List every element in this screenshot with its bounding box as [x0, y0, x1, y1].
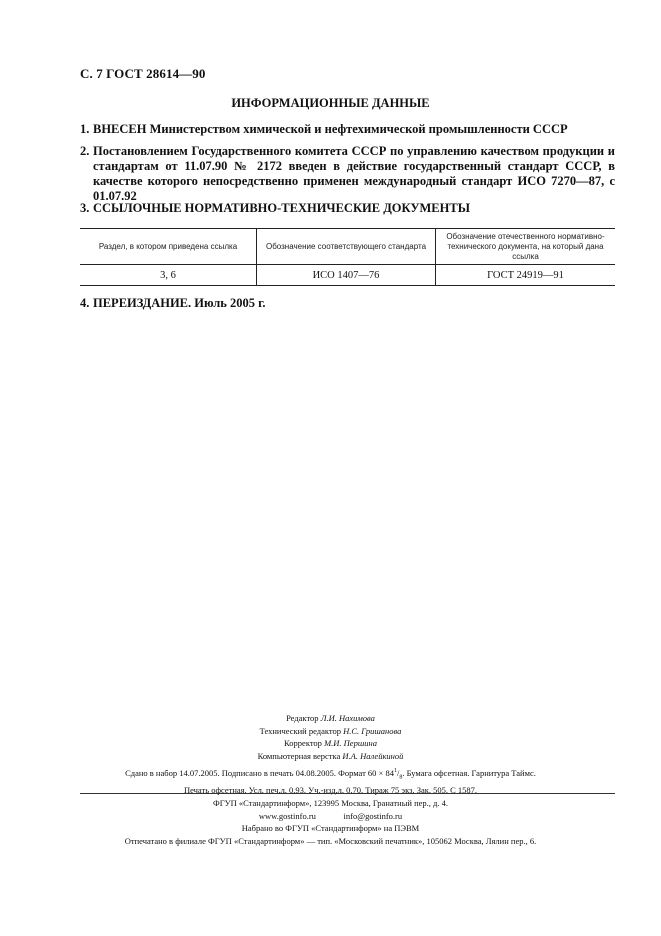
table-header-cell: Обозначение соответствующего стандарта	[257, 229, 436, 264]
table-row	[80, 265, 615, 285]
publisher-contacts	[0, 810, 661, 823]
typesetting-note: Набрано во ФГУП «Стандартинформ» на ПЭВМ	[241, 823, 420, 833]
editor-line	[0, 750, 661, 763]
item-number: 1.	[80, 122, 90, 136]
info-item-1	[80, 122, 615, 137]
item-text: ССЫЛОЧНЫЕ НОРМАТИВНО-ТЕХНИЧЕСКИЕ ДОКУМЕНТЫ	[93, 201, 470, 215]
email-link[interactable]: info@gostinfo.ru	[343, 810, 403, 821]
divider	[80, 793, 615, 794]
publisher-address: ФГУП «Стандартинформ», 123995 Москва, Гранатный пер., д. 4.	[213, 798, 448, 808]
item-text: Постановлением Государственного комитета СССР по управлению качеством продукции и стандартам от 11.07.90 № 2172 введен в действие государственный стандарт СССР, в качестве которого непосредственно применен международный стандарт ИСО 7270—87, с 01.07.92	[93, 144, 615, 203]
editor-name: М.И. Першина	[324, 738, 377, 748]
editor-name: Л.И. Нахимова	[320, 713, 375, 723]
printing-note: Отпечатано в филиале ФГУП «Стандартинформ» — тип. «Московский печатник», 105062 Москва, Лялин пер., 6.	[124, 835, 537, 846]
table-cell: 3, 6	[80, 265, 257, 285]
print-info-line-2: Печать офсетная. Усл. печ.л. 0,93. Уч.-изд.л. 0,70. Тираж 75 экз. Зак. 505. С 1587.	[183, 785, 478, 796]
item-number: 4.	[80, 296, 90, 310]
item-number: 2.	[80, 144, 90, 158]
table-header-row	[80, 229, 615, 265]
section-title: ИНФОРМАЦИОННЫЕ ДАННЫЕ	[231, 96, 430, 110]
table-cell: ГОСТ 24919—91	[487, 269, 564, 281]
editor-line	[0, 712, 661, 725]
editors-block	[0, 712, 661, 762]
editor-name: Н.С. Гришанова	[343, 725, 402, 736]
page-header: С. 7 ГОСТ 28614—90	[80, 66, 206, 81]
reference-table	[80, 228, 615, 286]
editor-role: Редактор	[286, 713, 319, 723]
editor-line	[0, 737, 661, 750]
table-header-cell: Раздел, в котором приведена ссылка	[80, 229, 257, 264]
website-link[interactable]: www.gostinfo.ru	[258, 810, 316, 821]
info-item-2	[80, 144, 615, 204]
table-cell: ИСО 1407—76	[257, 265, 436, 285]
print-info-line-1: Сдано в набор 14.07.2005. Подписано в печать 04.08.2005. Формат $60 \times 84^1/_8$. Бумага офсетная. Гарнитура Таймс.	[125, 768, 536, 781]
editor-line	[0, 725, 661, 738]
editor-name: И.А. Налейкиной	[342, 750, 404, 761]
publisher-block	[0, 797, 661, 847]
item-text: ПЕРЕИЗДАНИЕ. Июль 2005 г.	[93, 296, 266, 310]
editor-role: Технический редактор	[259, 725, 341, 736]
table-header-cell: Обозначение отечественного нормативно-технического документа, на который дана ссылка	[446, 231, 605, 261]
item-number: 3.	[80, 201, 90, 215]
info-item-3	[80, 201, 615, 216]
item-text: ВНЕСЕН Министерством химической и нефтехимической промышленности СССР	[93, 122, 568, 136]
editor-role: Компьютерная верстка	[257, 750, 341, 761]
info-item-4	[80, 296, 615, 311]
editor-role: Корректор	[284, 738, 322, 748]
